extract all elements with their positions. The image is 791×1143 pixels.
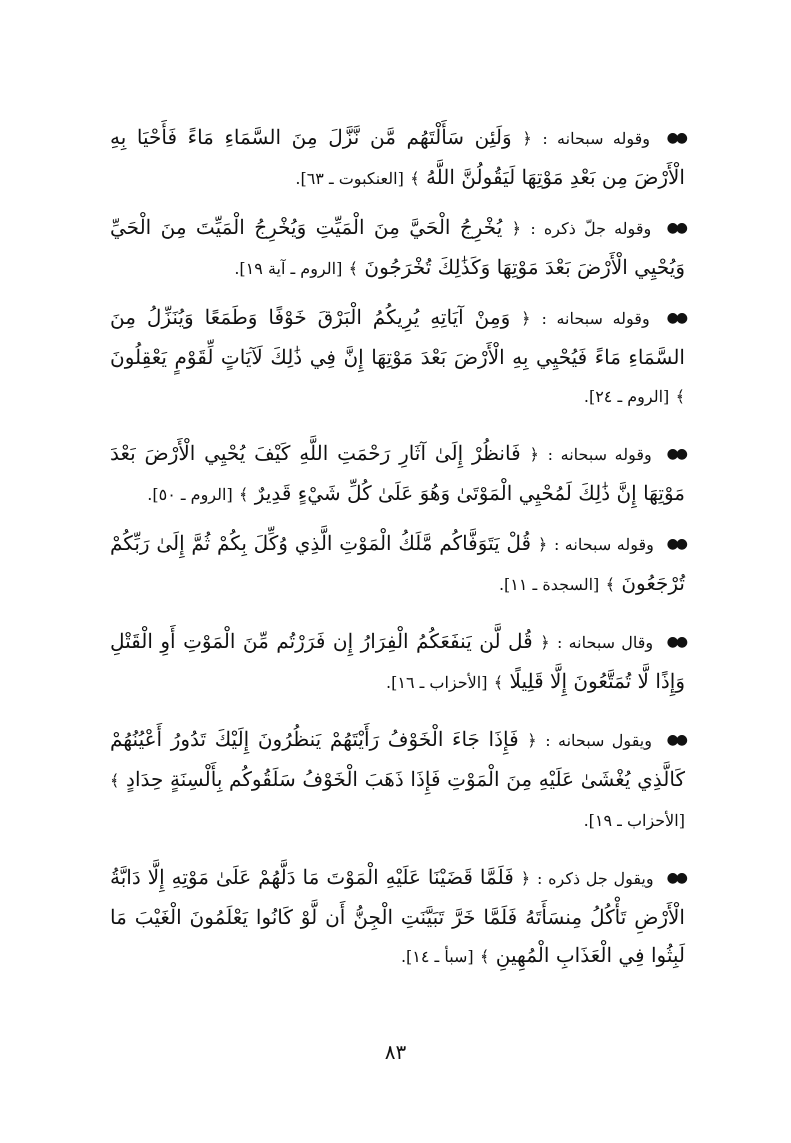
quran-citation-5: [110, 524, 685, 604]
open-bracket: ﴿: [540, 633, 550, 652]
verse-reference: [الروم ـ آية ١٩].: [234, 259, 343, 278]
verse-reference: [السجدة ـ ١١].: [498, 575, 600, 594]
quran-citation-2: [110, 208, 685, 288]
bullet-marker: ●●: [666, 310, 686, 326]
close-bracket: ﴾: [348, 259, 359, 278]
citation-paragraph: [110, 524, 685, 604]
close-bracket: ﴾: [675, 387, 685, 406]
bullet-marker: ●●: [666, 220, 686, 236]
open-bracket: ﴿: [511, 219, 522, 238]
citation-paragraph: [110, 858, 685, 976]
citation-intro: وقوله جلّ ذكره :: [530, 219, 652, 238]
close-bracket: ﴾: [239, 485, 249, 504]
quran-citation-8: [110, 858, 685, 976]
close-bracket: ﴾: [605, 575, 615, 594]
close-bracket: ﴾: [410, 169, 420, 188]
quran-citation-7: [110, 720, 685, 840]
verse-reference: [العنكبوت ـ ٦٣].: [295, 169, 404, 188]
book-page-body: [110, 118, 685, 986]
verse-text: يُخْرِجُ الْحَيَّ مِنَ الْمَيِّتِ وَيُخْرِجُ الْمَيِّتَ مِنَ الْحَيِّ وَيُحْيِي الْأَرْضَ بَعْدَ مَوْتِهَا وَكَذَٰلِكَ تُخْرَجُونَ: [110, 215, 685, 279]
open-bracket: ﴿: [529, 445, 539, 464]
citation-intro: وقوله سبحانه :: [541, 309, 650, 328]
citation-intro: وقال سبحانه :: [557, 633, 654, 652]
verse-reference: [الأحزاب ـ ١٦].: [386, 673, 488, 692]
verse-text: قُل لَّن يَنفَعَكُمُ الْفِرَارُ إِن فَرَرْتُم مِّنَ الْمَوْتِ أَوِ الْقَتْلِ وَإِذًا لَّا تُمَتَّعُونَ إِلَّا قَلِيلًا: [110, 629, 685, 693]
verse-reference: [سبأ ـ ١٤].: [400, 947, 474, 966]
open-bracket: ﴿: [522, 129, 532, 148]
citation-paragraph: [110, 298, 685, 416]
verse-text: فَإِذَا جَاءَ الْخَوْفُ رَأَيْتَهُمْ يَنظُرُونَ إِلَيْكَ تَدُورُ أَعْيُنُهُمْ كَالَّذِي يُغْشَىٰ عَلَيْهِ مِنَ الْمَوْتِ فَإِذَا ذَهَبَ الْخَوْفُ سَلَقُوكُم بِأَلْسِنَةٍ حِدَادٍ: [110, 727, 686, 791]
close-bracket: ﴾: [493, 673, 504, 692]
close-bracket: ﴾: [110, 771, 120, 790]
citation-paragraph: [110, 720, 685, 840]
bullet-marker: ●●: [666, 870, 685, 886]
verse-text: وَمِنْ آيَاتِهِ يُرِيكُمُ الْبَرْقَ خَوْفًا وَطَمَعًا وَيُنَزِّلُ مِنَ السَّمَاءِ مَاءً فَيُحْيِي بِهِ الْأَرْضَ بَعْدَ مَوْتِهَا إِنَّ فِي ذَٰلِكَ لَآيَاتٍ لِّقَوْمٍ يَعْقِلُونَ: [110, 305, 685, 369]
citation-intro: ويقول سبحانه :: [545, 731, 652, 750]
verse-reference: [الأحزاب ـ ١٩].: [583, 811, 685, 830]
verse-reference: [الروم ـ ٢٤].: [583, 387, 670, 406]
open-bracket: ﴿: [527, 731, 537, 750]
quran-citation-6: [110, 622, 685, 702]
open-bracket: ﴿: [521, 309, 531, 328]
citation-intro: وقوله سبحانه :: [547, 445, 652, 464]
citation-intro: وقوله سبحانه :: [553, 535, 654, 554]
page-number: ٨٣: [384, 1040, 407, 1064]
citation-intro: وقوله سبحانه :: [542, 129, 650, 148]
open-bracket: ﴿: [537, 535, 548, 554]
quran-citation-4: [110, 434, 685, 514]
verse-reference: [الروم ـ ٥٠].: [147, 485, 233, 504]
verse-text: فَانظُرْ إِلَىٰ آثَارِ رَحْمَتِ اللَّهِ كَيْفَ يُحْيِي الْأَرْضَ بَعْدَ مَوْتِهَا إِنَّ ذَٰلِكَ لَمُحْيِي الْمَوْتَىٰ وَهُوَ عَلَىٰ كُلِّ شَيْءٍ قَدِيرٌ: [110, 441, 685, 505]
quran-citation-1: [110, 118, 685, 198]
close-bracket: ﴾: [480, 947, 490, 966]
quran-citation-3: [110, 298, 685, 416]
bullet-marker: ●●: [666, 536, 685, 552]
open-bracket: ﴿: [520, 869, 531, 888]
citation-intro: ويقول جل ذكره :: [537, 869, 654, 888]
bullet-marker: ●●: [666, 634, 686, 650]
bullet-marker: ●●: [666, 130, 686, 146]
citation-paragraph: [110, 208, 685, 288]
verse-text: وَلَئِن سَأَلْتَهُم مَّن نَّزَّلَ مِنَ السَّمَاءِ مَاءً فَأَحْيَا بِهِ الْأَرْضَ مِن بَعْدِ مَوْتِهَا لَيَقُولُنَّ اللَّهُ: [110, 125, 685, 189]
verse-text: قُلْ يَتَوَفَّاكُم مَّلَكُ الْمَوْتِ الَّذِي وُكِّلَ بِكُمْ ثُمَّ إِلَىٰ رَبِّكُمْ تُرْجَعُونَ: [110, 531, 685, 595]
bullet-marker: ●●: [666, 446, 685, 462]
citation-paragraph: [110, 118, 685, 198]
citation-paragraph: [110, 622, 685, 702]
verse-text: فَلَمَّا قَضَيْنَا عَلَيْهِ الْمَوْتَ مَا دَلَّهُمْ عَلَىٰ مَوْتِهِ إِلَّا دَابَّةُ الْأَرْضِ تَأْكُلُ مِنسَأَتَهُ فَلَمَّا خَرَّ تَبَيَّنَتِ الْجِنُّ أَن لَّوْ كَانُوا يَعْلَمُونَ الْغَيْبَ مَا لَبِثُوا فِي الْعَذَابِ الْمُهِينِ: [110, 865, 685, 967]
citation-paragraph: [110, 434, 685, 514]
bullet-marker: ●●: [666, 732, 686, 748]
